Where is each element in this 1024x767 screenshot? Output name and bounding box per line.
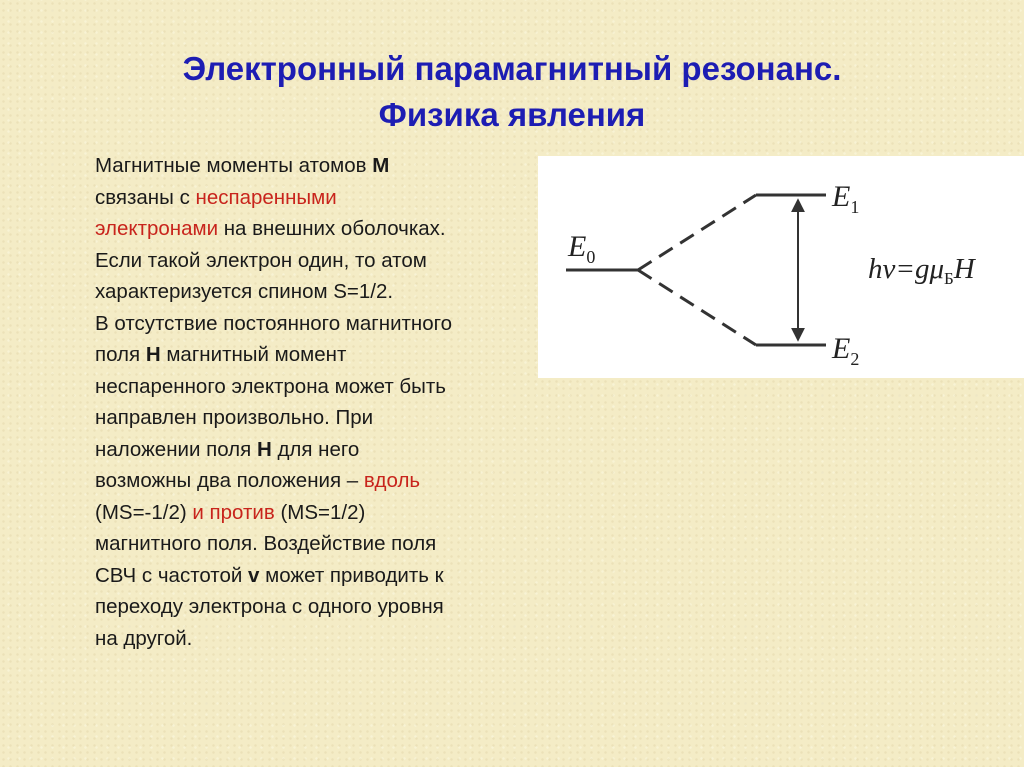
highlighted-term: неспаренными — [195, 185, 337, 209]
text-segment: (MS=-1/2) — [95, 500, 193, 524]
title-line-2: Физика явления — [378, 96, 646, 133]
text-segment: поля — [95, 343, 146, 366]
text-line — [95, 465, 545, 497]
text-line: на другой. — [95, 626, 193, 650]
text-line — [95, 434, 545, 466]
split-up-dashed — [638, 195, 756, 270]
energy-level-svg — [538, 156, 1024, 378]
highlighted-term: и против — [192, 500, 275, 524]
highlighted-term: вдоль — [363, 469, 421, 492]
text-line — [95, 560, 545, 592]
text-segment: для него — [271, 437, 360, 461]
text-line — [95, 339, 545, 371]
split-down-dashed — [638, 270, 756, 345]
text-segment: СВЧ с частотой — [95, 563, 249, 587]
bold-term: Н — [256, 437, 272, 461]
text-segment: возможны два положения – — [95, 469, 364, 492]
text-line: неспаренного электрона может быть — [95, 374, 446, 398]
label-e2: $E_2$ — [832, 332, 860, 369]
energy-level-diagram — [538, 156, 1024, 378]
title-line-1: Электронный парамагнитный резонанс. — [182, 50, 842, 87]
text-line — [95, 497, 545, 529]
text-line: Если такой электрон один, то атом — [95, 248, 427, 272]
bold-term: М — [372, 154, 390, 177]
body-text — [95, 150, 545, 654]
bold-term: Н — [145, 343, 161, 366]
bold-term: v — [248, 563, 260, 587]
label-e1: $E_1$ — [832, 180, 860, 217]
text-segment: на внешних оболочках. — [218, 217, 446, 240]
text-segment: Магнитные моменты атомов — [95, 154, 373, 177]
resonance-formula: $h\nu=g\mu_БH$ — [868, 253, 975, 288]
highlighted-term: электронами — [95, 217, 219, 240]
text-segment: магнитный момент — [160, 343, 347, 366]
text-segment: (MS=1/2) — [274, 500, 366, 524]
text-line: магнитного поля. Воздействие поля — [95, 532, 437, 555]
text-line: переходу электрона с одного уровня — [95, 595, 444, 618]
slide-title — [0, 46, 1024, 138]
text-segment: связаны с — [95, 185, 196, 209]
text-line — [95, 182, 545, 214]
text-line: направлен произвольно. При — [95, 406, 374, 429]
text-segment: может приводить к — [259, 563, 444, 587]
text-line: В отсутствие постоянного магнитного — [95, 311, 453, 335]
text-line — [95, 150, 545, 182]
label-e0: $E_0$ — [568, 230, 596, 267]
text-segment: наложении поля — [95, 437, 257, 461]
text-line — [95, 213, 545, 245]
text-line: характеризуется спином S=1/2. — [95, 280, 394, 303]
